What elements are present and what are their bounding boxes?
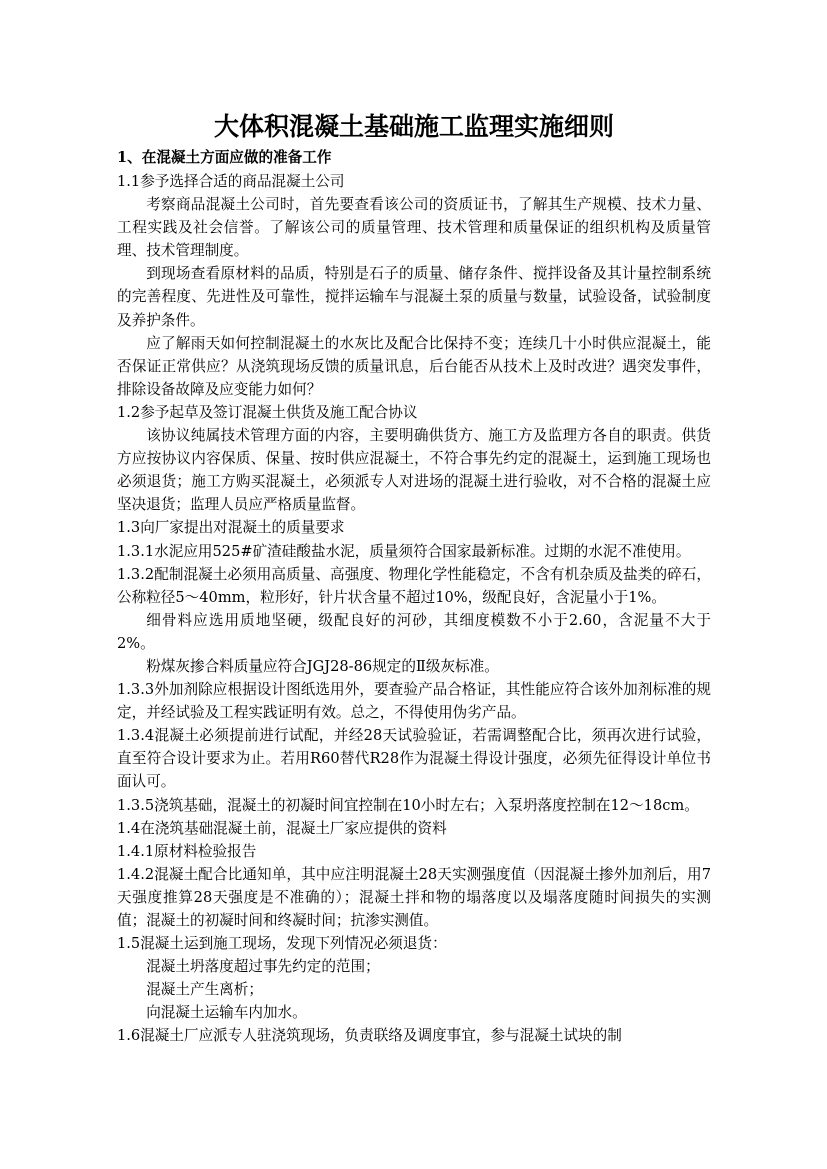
section-heading: 1、在混凝土方面应做的准备工作	[117, 149, 332, 166]
list-item: 混凝土产生离析；	[146, 981, 263, 999]
paragraph: 1.3.1水泥应用525#矿渣硅酸盐水泥，质量须符合国家最新标准。过期的水泥不准使用。	[117, 542, 691, 560]
paragraph: 考察商品混凝土公司时，首先要查看该公司的资质证书，了解其生产规模、技术力量、工程实践及社会信誉。了解该公司的质量管理、技术管理和质量保证的组织机构及质量管理、技术管理制度。	[117, 196, 711, 260]
paragraph: 1.3.3外加剂除应根据设计图纸选用外，要查验产品合格证，其性能应符合该外加剂标准的规定，并经试验及工程实践证明有效。总之，不得使用伪劣产品。	[117, 681, 711, 722]
paragraph: 细骨料应选用质地坚硬，级配良好的河砂，其细度模数不小于2.60，含泥量不大于2%。	[117, 611, 711, 652]
paragraph: 粉煤灰掺合料质量应符合JGJ28-86规定的Ⅱ级灰标准。	[146, 657, 499, 675]
paragraph: 1.4.1原材料检验报告	[117, 842, 257, 860]
document-page	[117, 110, 711, 1048]
paragraph: 应了解雨天如何控制混凝土的水灰比及配合比保持不变；连续几十小时供应混凝土，能否保证正常供应？从浇筑现场反馈的质量讯息，后台能否从技术上及时改进？遇突发事件，排除设备故障及应变能力如何？	[117, 334, 711, 398]
paragraph: 1.3.4混凝土必须提前进行试配，并经28天试验验证，若需调整配合比，须再次进行试验，直至符合设计要求为止。若用R60替代R28作为混凝土得设计强度，必须先征得设计单位书面认可。	[117, 727, 711, 791]
paragraph: 1.4.2混凝土配合比通知单，其中应注明混凝土28天实测强度值（因混凝土掺外加剂后，用7天强度推算28天强度是不准确的）；混凝土拌和物的塌落度以及塌落度随时间损失的实测值；混凝土的初凝时间和终凝时间；抗渗实测值。	[117, 865, 711, 929]
paragraph: 1.4在浇筑基础混凝土前，混凝土厂家应提供的资料	[117, 819, 447, 837]
paragraph: 该协议纯属技术管理方面的内容，主要明确供货方、施工方及监理方各自的职责。供货方应按协议内容保质、保量、按时供应混凝土，不符合事先约定的混凝土，运到施工现场也必须退货；施工方购买混凝土，必须派专人对进场的混凝土进行验收，对不合格的混凝土应坚决退货；监理人员应严格质量监督。	[117, 427, 711, 514]
document-title: 大体积混凝土基础施工监理实施细则	[213, 112, 614, 141]
document-body	[117, 170, 711, 1048]
paragraph: 1.1参予选择合适的商品混凝土公司	[117, 173, 345, 190]
paragraph: 1.2参予起草及签订混凝土供货及施工配合协议	[117, 403, 418, 421]
list-item: 混凝土坍落度超过事先约定的范围；	[146, 958, 380, 976]
paragraph: 1.3.2配制混凝土必须用高质量、高强度、物理化学性能稳定，不含有机杂质及盐类的碎石，公称粒径5～40mm，粒形好，针片状含量不超过10%，级配良好，含泥量小于1%。	[117, 565, 711, 606]
list-item: 向混凝土运输车内加水。	[146, 1004, 307, 1022]
paragraph: 1.6混凝土厂应派专人驻浇筑现场，负责联络及调度事宜，参与混凝土试块的制	[117, 1027, 622, 1045]
paragraph: 到现场查看原材料的品质，特别是石子的质量、储存条件、搅拌设备及其计量控制系统的完善程度、先进性及可靠性，搅拌运输车与混凝土泵的质量与数量，试验设备，试验制度及养护条件。	[117, 265, 711, 329]
paragraph: 1.3.5浇筑基础，混凝土的初凝时间宜控制在10小时左右；入泵坍落度控制在12～18cm。	[117, 796, 699, 814]
paragraph: 1.3向厂家提出对混凝土的质量要求	[117, 519, 345, 537]
paragraph: 1.5混凝土运到施工现场，发现下列情况必须退货：	[117, 935, 447, 953]
